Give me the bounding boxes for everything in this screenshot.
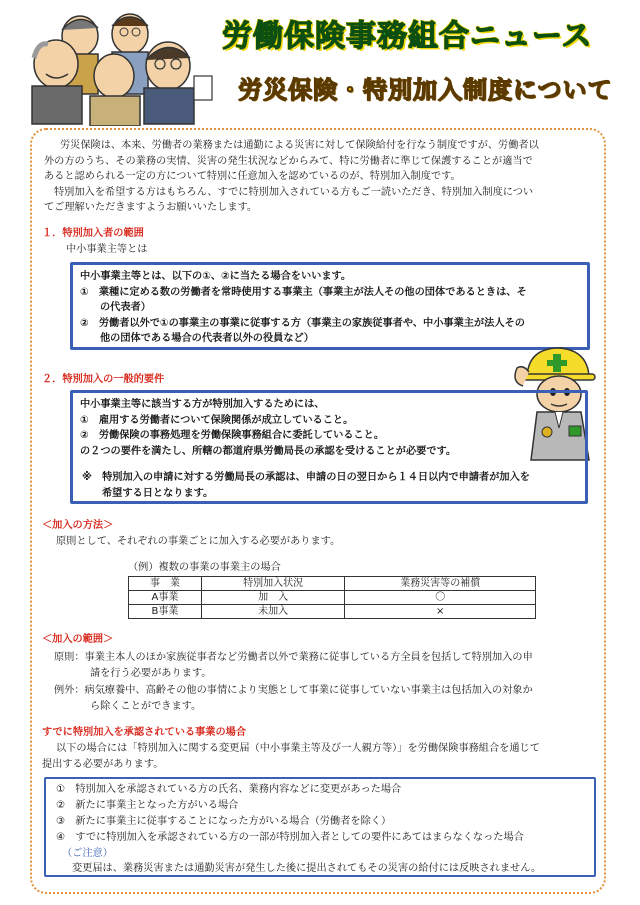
method-heading: ＜加入の方法＞	[42, 520, 114, 531]
approved-line: 提出する必要があります。	[42, 759, 164, 770]
table-cell: B事業	[129, 605, 202, 619]
office-workers-illustration	[18, 6, 216, 126]
section1-box-line: ① 業種に定める数の労働者を常時使用する事業主（事業主が法人その他の団体であるときは、そ	[80, 287, 527, 298]
section2-box-line: 中小事業主等に該当する方が特別加入するためには、	[80, 399, 325, 410]
page-subtitle: 労災保険・特別加入制度について	[238, 76, 613, 104]
table-header-cell: 業務災害等の補償	[345, 577, 536, 591]
table-row	[129, 605, 536, 619]
section2-heading: ２．特別加入の一般的要件	[42, 374, 165, 385]
section1-heading: １．特別加入者の範囲	[42, 228, 144, 239]
section1-box-line: 他の団体である場合の代表者以外の役員など）	[100, 333, 314, 344]
intro-line: 特別加入を希望する方はもちろん、すでに特別加入されている方もご一読いただき、特別加入制度につい	[54, 187, 534, 198]
scope-heading: ＜加入の範囲＞	[42, 634, 114, 645]
approved-box-line: ① 特別加入を承認されている方の氏名、業務内容などに変更があった場合	[56, 784, 402, 795]
scope-line: ら除くことができます。	[90, 701, 202, 712]
table-cell: 未加入	[201, 605, 345, 619]
scope-line: 請を行う必要があります。	[90, 668, 212, 679]
table-header-cell: 特別加入状況	[201, 577, 345, 591]
approved-box-line: ③ 新たに事業主に従事することになった方がいる場合（労働者を除く）	[56, 816, 392, 827]
approved-box-line: ④ すでに特別加入を承認されている方の一部が特別加入者としての要件にあてはまらなくなった場合	[56, 832, 524, 843]
method-text: 原則として、それぞれの事業ごとに加入する必要があります。	[56, 536, 341, 547]
section1-box-line: ② 労働者以外で①の事業主の事業に従事する方（事業主の家族従事者や、中小事業主が法人その	[80, 318, 525, 329]
intro-line: 労災保険は、本来、労働者の業務または通勤による災害に対して保険給付を行なう制度ですが、労働者以	[60, 140, 539, 151]
section1-box-line: 中小事業主等とは、以下の①、②に当たる場合をいいます。	[80, 271, 352, 282]
table-row	[129, 591, 536, 605]
section2-box-line: ※ 特別加入の申請に対する労働局長の承認は、申請の日の翌日から１４日以内で申請者が加入を	[82, 472, 530, 483]
section1-box-line: の代表者）	[100, 302, 151, 313]
scope-line: 例外：病気療養中、高齢その他の事情により実態として事業に従事していない事業主は包括加入の対象か	[54, 685, 533, 696]
table-header-row	[129, 577, 536, 591]
table-cell: 加 入	[201, 591, 345, 605]
section2-box-line: ② 労働保険の事務処理を労働保険事務組合に委託していること。	[80, 430, 385, 441]
section2-box-line: ① 雇用する労働者について保険関係が成立していること。	[80, 415, 354, 426]
section1-subheading: 中小事業主等とは	[66, 244, 148, 255]
section2-box-line: の２つの要件を満たし、所轄の都道府県労働局長の承認を受けることが必要です。	[80, 446, 457, 457]
approved-line: 以下の場合には「特別加入に関する変更届（中小事業主等及び一人親方等）」を労働保険事務組合を通じて	[56, 743, 540, 754]
header	[0, 0, 640, 128]
intro-line: てご理解いただきますようお願いいたします。	[44, 202, 258, 213]
table-cell: 〇	[345, 591, 536, 605]
intro-line: あると認められる一定の方について特別に任意加入を認めているのが、特別加入制度です。	[44, 171, 461, 182]
table-header-cell: 事 業	[129, 577, 202, 591]
approved-note: 変更届は、業務災害または通勤災害が発生した後に提出されてもその災害の給付には反映されません。	[72, 863, 542, 874]
page-title: 労働保険事務組合ニュース	[222, 19, 593, 54]
approved-note-label: （ご注意）	[62, 848, 113, 859]
table-cell: ×	[345, 605, 536, 619]
scope-line: 原則：事業主本人のほか家族従事者など労働者以外で業務に従事している方全員を包括して特別加入の申	[54, 652, 533, 663]
method-example: （例）複数の事業の事業主の場合	[128, 562, 281, 573]
approved-box-line: ② 新たに事業主となった方がいる場合	[56, 800, 239, 811]
section2-box-line: 希望する日となります。	[102, 488, 214, 499]
table-cell: A事業	[129, 591, 202, 605]
intro-line: 外の方のうち、その業務の実情、災害の発生状況などからみて、特に労働者に準じて保護することが適当で	[44, 156, 533, 167]
comparison-table	[128, 576, 536, 619]
approved-heading: すでに特別加入を承認されている事業の場合	[42, 727, 247, 738]
